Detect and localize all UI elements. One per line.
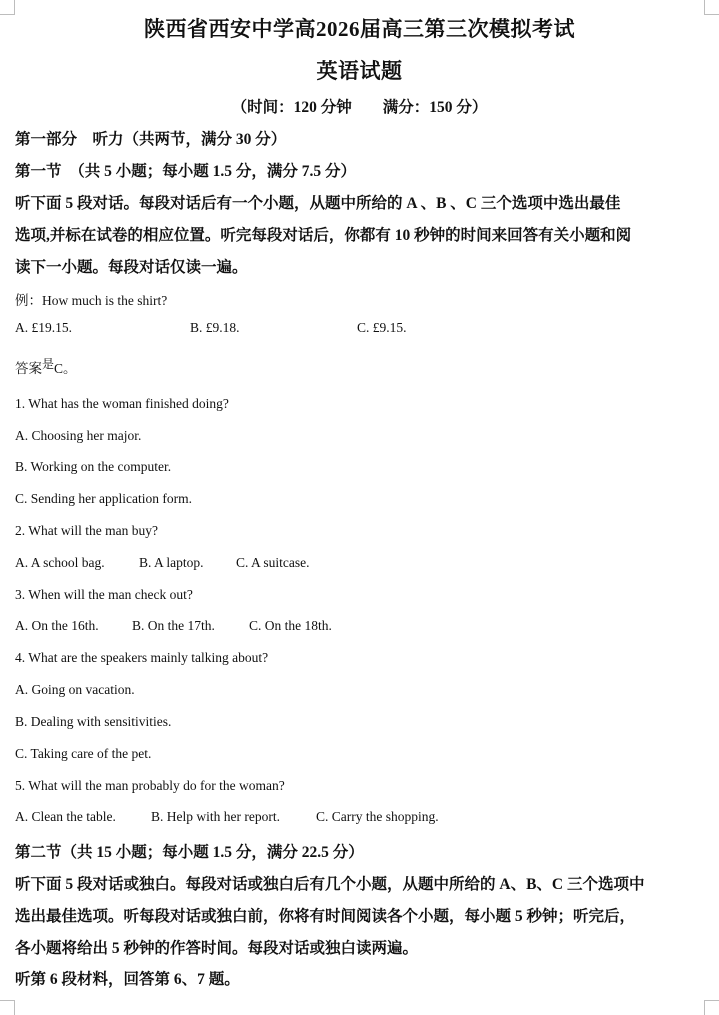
q4-option-c: C. Taking care of the pet. <box>15 746 152 761</box>
q1-option-a: A. Choosing her major. <box>15 428 142 443</box>
example-option-a: A. £19.15. <box>15 320 72 335</box>
section2-heading: 第二节（共 15 小题；每小题 1.5 分，满分 22.5 分） <box>15 844 364 861</box>
material-note: 听第 6 段材料，回答第 6、7 题。 <box>15 971 240 988</box>
example-option-c: C. £9.15. <box>357 320 407 335</box>
question-1: 1. What has the woman finished doing? <box>15 396 229 411</box>
q1-option-b: B. Working on the computer. <box>15 459 172 474</box>
example-option-b: B. £9.18. <box>190 320 240 335</box>
q5-option-a: A. Clean the table. <box>15 809 116 824</box>
q4-option-b: B. Dealing with sensitivities. <box>15 714 172 729</box>
q3-option-c: C. On the 18th. <box>249 618 332 633</box>
section2-instruction-line: 选出最佳选项。听每段对话或独白前，你将有时间阅读各个小题，每小题 5 秒钟；听完后， <box>15 908 636 925</box>
section1-instruction-line: 选项,并标在试卷的相应位置。听完每段对话后，你都有 10 秒钟的时间来回答有关小题和阅 <box>15 227 632 244</box>
time-info: （时间：120 分钟 满分：150 分） <box>231 99 488 116</box>
exam-subtitle: 英语试题 <box>316 59 403 83</box>
crop-mark-bottom-left <box>0 1000 15 1015</box>
example-answer <box>15 357 77 377</box>
question-3: 3. When will the man check out? <box>15 587 193 602</box>
q5-option-b: B. Help with her report. <box>151 809 280 824</box>
section2-instruction-line: 各小题将给出 5 秒钟的作答时间。每段对话或独白读两遍。 <box>15 940 419 957</box>
q1-option-c: C. Sending her application form. <box>15 491 192 506</box>
section1-instruction-line: 读下一小题。每段对话仅读一遍。 <box>15 259 248 276</box>
crop-mark-bottom-right <box>704 1000 719 1015</box>
q4-option-a: A. Going on vacation. <box>15 682 135 697</box>
section1-instruction-line: 听下面 5 段对话。每段对话后有一个小题，从题中所给的 A 、B 、C 三个选项中选出最佳 <box>15 195 621 212</box>
q2-option-c: C. A suitcase. <box>236 555 310 570</box>
question-2: 2. What will the man buy? <box>15 523 158 538</box>
question-4: 4. What are the speakers mainly talking about? <box>15 650 269 665</box>
answer-label: 答案 <box>15 361 42 376</box>
part1-heading: 第一部分 听力（共两节，满分 30 分） <box>15 131 287 148</box>
q3-option-a: A. On the 16th. <box>15 618 99 633</box>
q3-option-b: B. On the 17th. <box>132 618 215 633</box>
q2-option-a: A. A school bag. <box>15 555 105 570</box>
answer-small: 是 <box>42 357 55 371</box>
section2-instruction-line: 听下面 5 段对话或独白。每段对话或独白后有几个小题，从题中所给的 A、B、C 三个选项中 <box>15 876 645 893</box>
section1-heading: 第一节 （共 5 小题；每小题 1.5 分，满分 7.5 分） <box>15 163 357 180</box>
exam-title: 陕西省西安中学高2026届高三第三次模拟考试 <box>144 17 575 41</box>
question-5: 5. What will the man probably do for the woman? <box>15 778 285 793</box>
answer-value: C。 <box>54 361 77 376</box>
q2-option-b: B. A laptop. <box>139 555 204 570</box>
q5-option-c: C. Carry the shopping. <box>316 809 439 824</box>
example-question: 例：How much is the shirt? <box>15 293 168 308</box>
